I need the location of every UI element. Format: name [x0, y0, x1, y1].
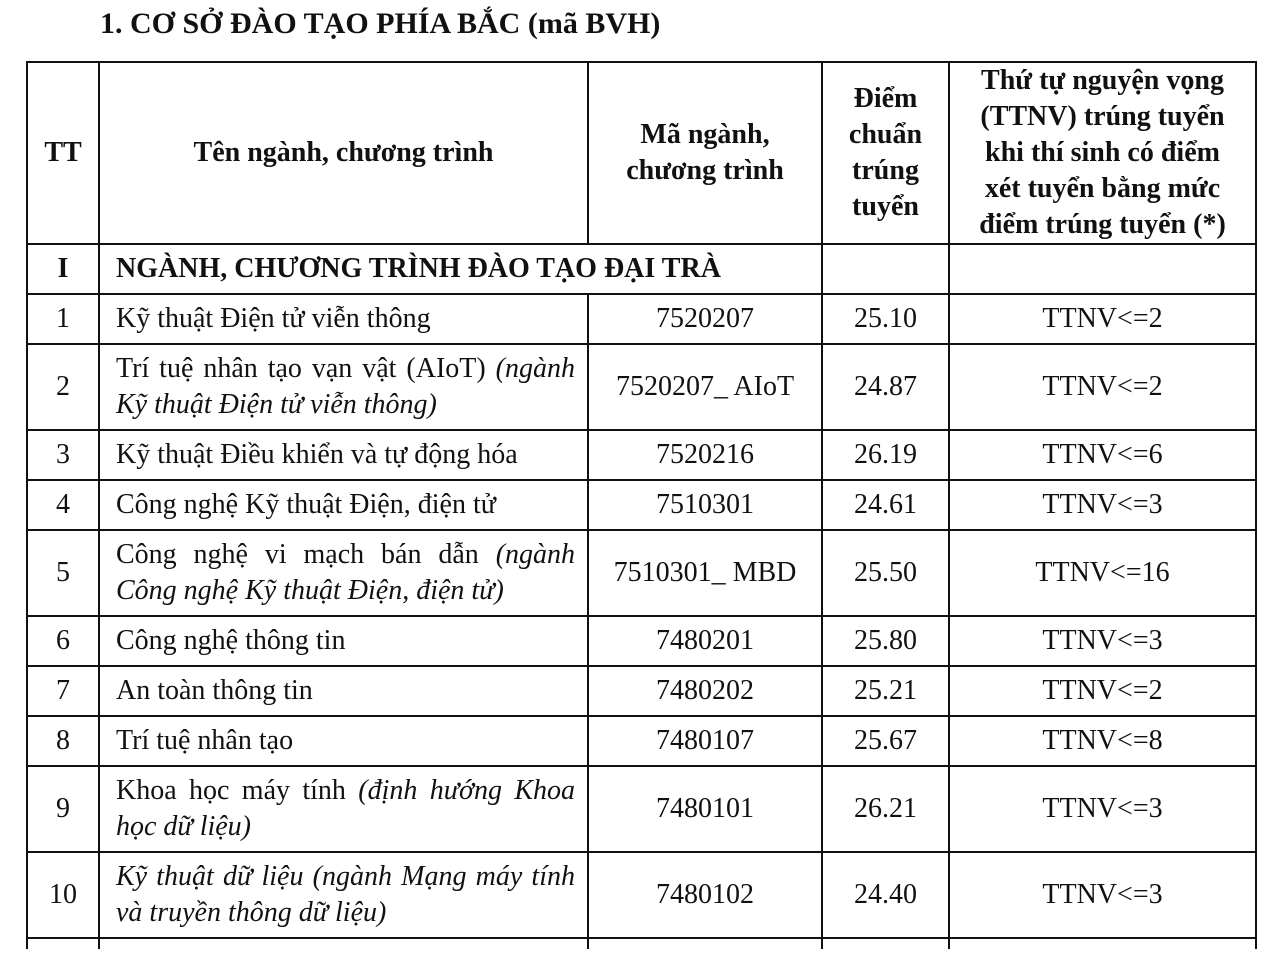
program-name [99, 430, 588, 480]
cutoff-score: 25.80 [822, 616, 949, 666]
cut-off-cell [822, 938, 949, 949]
cut-off-cell [949, 938, 1256, 949]
cutoff-score: 24.61 [822, 480, 949, 530]
program-title: An toàn thông tin [116, 675, 313, 706]
program-note: Kỹ thuật dữ liệu (ngành Mạng máy tính và truyền thông dữ liệu) [116, 861, 575, 928]
row-number: 7 [27, 666, 99, 716]
cutoff-score: 25.50 [822, 530, 949, 616]
header-ttnv-line: điểm trúng tuyển (*) [979, 209, 1226, 240]
program-title: Trí tuệ nhân tạo [116, 725, 294, 756]
table-row [27, 616, 1256, 666]
program-name [99, 852, 588, 938]
section-empty-cell [822, 244, 949, 294]
header-score-line: trúng [852, 155, 919, 186]
row-number: 6 [27, 616, 99, 666]
program-title: Kỹ thuật Điều khiển và tự động hóa [116, 439, 518, 470]
cut-off-cell [588, 938, 822, 949]
header-ttnv [949, 62, 1256, 244]
header-code-line: chương trình [626, 155, 784, 186]
program-name [99, 344, 588, 430]
program-name [99, 294, 588, 344]
table-row [27, 530, 1256, 616]
cutoff-score: 25.67 [822, 716, 949, 766]
table-header-row [27, 62, 1256, 244]
admission-score-table [26, 61, 1257, 949]
program-name [99, 766, 588, 852]
cutoff-score: 26.21 [822, 766, 949, 852]
table-row [27, 344, 1256, 430]
program-name [99, 666, 588, 716]
row-number: 2 [27, 344, 99, 430]
cutoff-score: 25.21 [822, 666, 949, 716]
program-code: 7480101 [588, 766, 822, 852]
table-row [27, 480, 1256, 530]
program-title: Khoa học máy tính [116, 775, 346, 806]
program-note: (ngành Kỹ thuật Điện tử viễn thông) [116, 353, 575, 420]
program-code: 7520207_ AIoT [588, 344, 822, 430]
program-note: (ngành Công nghệ Kỹ thuật Điện, điện tử) [116, 539, 576, 606]
cutoff-score: 24.40 [822, 852, 949, 938]
row-number: 3 [27, 430, 99, 480]
ttnv-value: TTNV<=2 [949, 294, 1256, 344]
program-code: 7480201 [588, 616, 822, 666]
header-score-line: Điểm [853, 83, 918, 114]
cutoff-score: 24.87 [822, 344, 949, 430]
ttnv-value: TTNV<=3 [949, 852, 1256, 938]
program-title: Trí tuệ nhân tạo vạn vật (AIoT) [116, 353, 486, 384]
ttnv-value: TTNV<=8 [949, 716, 1256, 766]
program-note: (định hướng Khoa học dữ liệu) [116, 775, 575, 842]
header-score-line: tuyển [852, 191, 919, 222]
header-score [822, 62, 949, 244]
program-title: Công nghệ Kỹ thuật Điện, điện tử [116, 489, 496, 520]
program-code: 7520207 [588, 294, 822, 344]
ttnv-value: TTNV<=2 [949, 344, 1256, 430]
header-ttnv-line: Thứ tự nguyện vọng [981, 65, 1224, 96]
ttnv-value: TTNV<=3 [949, 616, 1256, 666]
ttnv-value: TTNV<=3 [949, 480, 1256, 530]
row-number: 1 [27, 294, 99, 344]
table-row [27, 852, 1256, 938]
header-score-line: chuẩn [848, 119, 923, 150]
program-code: 7520216 [588, 430, 822, 480]
program-code: 7510301 [588, 480, 822, 530]
program-code: 7480107 [588, 716, 822, 766]
program-title: Kỹ thuật Điện tử viễn thông [116, 303, 431, 334]
table-row [27, 294, 1256, 344]
header-ttnv-line: xét tuyển bằng mức [984, 173, 1221, 204]
header-ttnv-line: khi thí sinh có điểm [985, 137, 1220, 168]
table-row [27, 430, 1256, 480]
cutoff-score: 25.10 [822, 294, 949, 344]
program-name [99, 616, 588, 666]
section-label: NGÀNH, CHƯƠNG TRÌNH ĐÀO TẠO ĐẠI TRÀ [99, 244, 822, 294]
row-number: 5 [27, 530, 99, 616]
header-code-line: Mã ngành, [640, 119, 770, 150]
ttnv-value: TTNV<=6 [949, 430, 1256, 480]
row-number: 9 [27, 766, 99, 852]
program-name [99, 480, 588, 530]
table-row-cut-off [27, 938, 1256, 949]
header-tt: TT [27, 62, 99, 244]
program-name [99, 716, 588, 766]
section-number: I [27, 244, 99, 294]
cutoff-score: 26.19 [822, 430, 949, 480]
table-row [27, 766, 1256, 852]
table-row [27, 716, 1256, 766]
row-number: 8 [27, 716, 99, 766]
row-number: 4 [27, 480, 99, 530]
cut-off-cell [99, 938, 588, 949]
program-code: 7510301_ MBD [588, 530, 822, 616]
program-code: 7480102 [588, 852, 822, 938]
header-code [588, 62, 822, 244]
header-name: Tên ngành, chương trình [99, 62, 588, 244]
table-row [27, 666, 1256, 716]
row-number: 10 [27, 852, 99, 938]
section-row [27, 244, 1256, 294]
program-name [99, 530, 588, 616]
ttnv-value: TTNV<=3 [949, 766, 1256, 852]
program-title: Công nghệ thông tin [116, 625, 346, 656]
header-ttnv-line: (TTNV) trúng tuyển [980, 101, 1225, 132]
section-empty-cell [949, 244, 1256, 294]
program-title: Công nghệ vi mạch bán dẫn [116, 539, 479, 570]
ttnv-value: TTNV<=16 [949, 530, 1256, 616]
page-title: 1. CƠ SỞ ĐÀO TẠO PHÍA BẮC (mã BVH) [100, 7, 661, 40]
ttnv-value: TTNV<=2 [949, 666, 1256, 716]
program-code: 7480202 [588, 666, 822, 716]
cut-off-cell [27, 938, 99, 949]
